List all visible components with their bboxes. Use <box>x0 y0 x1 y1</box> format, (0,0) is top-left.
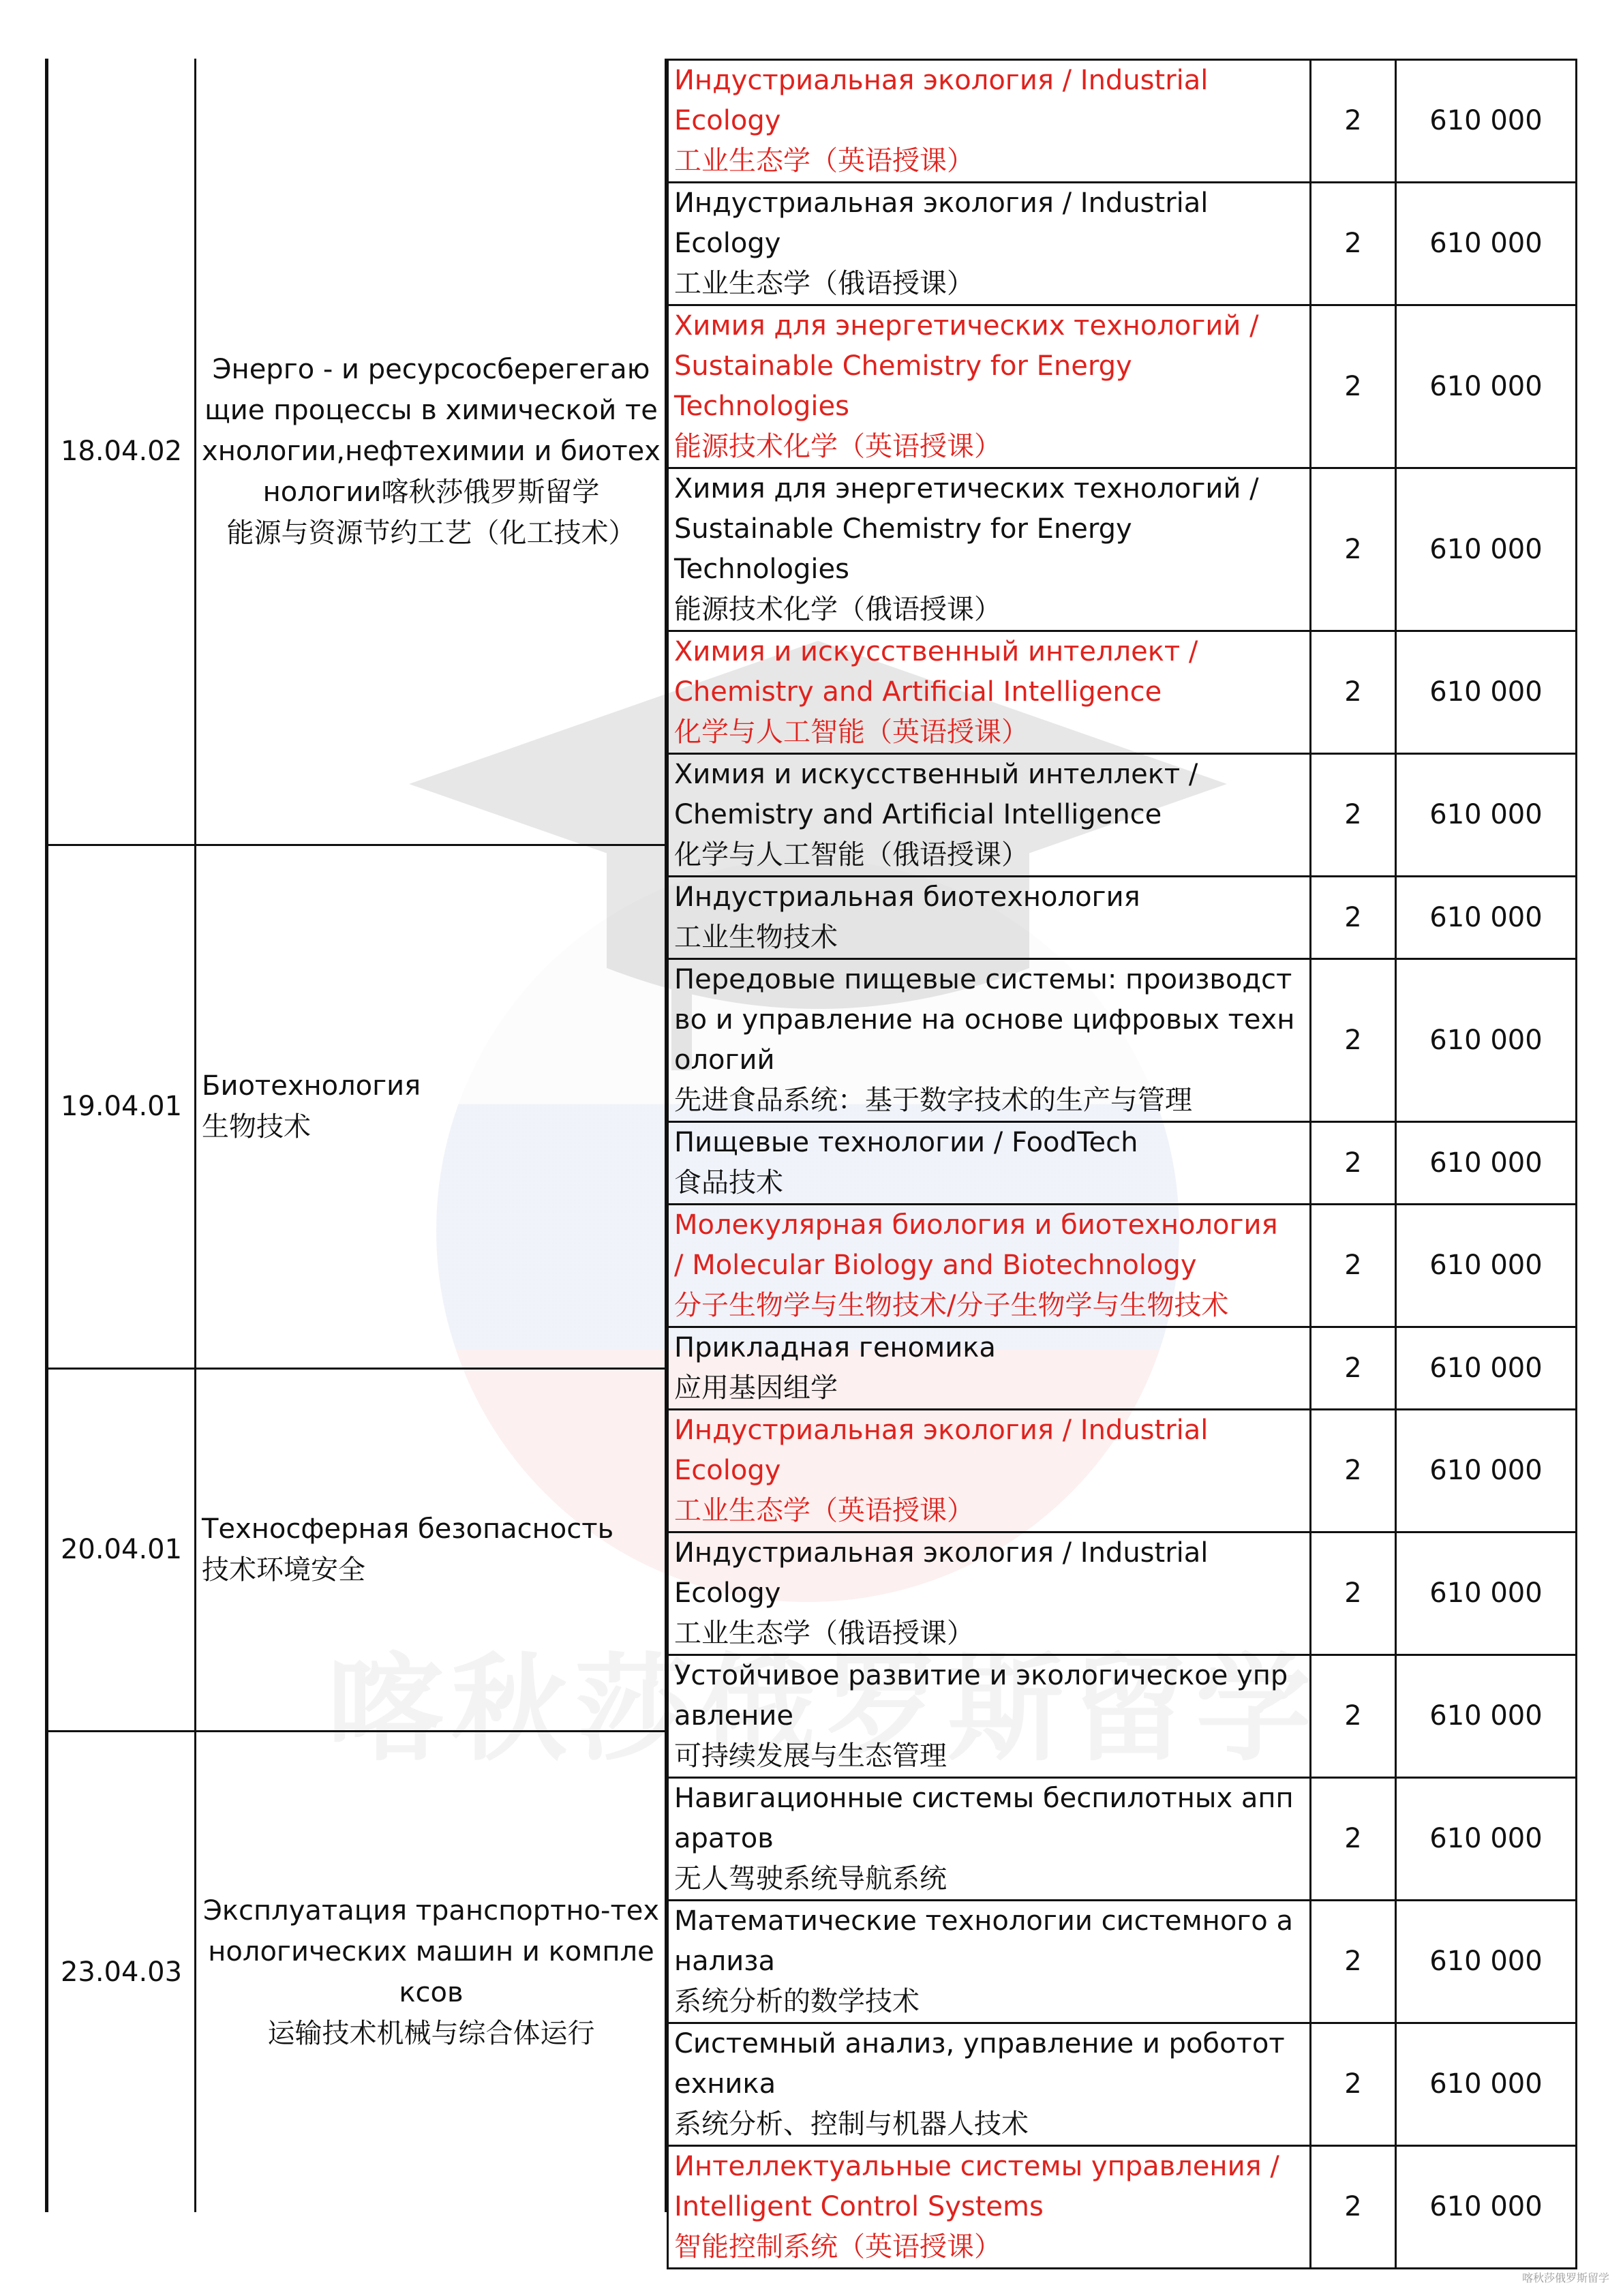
program-duration: 2 <box>1311 183 1396 305</box>
direction-code: 20.04.01 <box>47 1368 196 1731</box>
program-name: Химия для энергетических технологий / Sustainable Chemistry for Energy Technologies 能源技术化学（俄语授课） <box>668 468 1311 631</box>
direction-row <box>47 1731 666 2212</box>
program-duration: 2 <box>1311 754 1396 877</box>
program-table <box>667 59 1577 2269</box>
program-name: Устойчивое развитие и экологическое упр авление 可持续发展与生态管理 <box>668 1655 1311 1778</box>
program-duration: 2 <box>1311 1410 1396 1532</box>
direction-row <box>47 1368 666 1731</box>
program-price: 610 000 <box>1396 754 1577 877</box>
program-duration: 2 <box>1311 631 1396 754</box>
program-row <box>668 754 1577 877</box>
program-price: 610 000 <box>1396 877 1577 959</box>
direction-name-cell <box>196 1368 666 1731</box>
program-name: Системный анализ, управление и роботот ехника 系统分析、控制与机器人技术 <box>668 2023 1311 2146</box>
program-price: 610 000 <box>1396 1778 1577 1901</box>
program-name: Молекулярная биология и биотехнология / Molecular Biology and Biotechnology 分子生物学与生物技术/分子生物学与生物技术 <box>668 1205 1311 1327</box>
program-name: Индустриальная экология / Industrial Ecology 工业生态学（英语授课） <box>668 60 1311 183</box>
direction-table <box>45 59 667 2212</box>
program-duration: 2 <box>1311 468 1396 631</box>
program-name: Навигационные системы беспилотных апп аратов 无人驾驶系统导航系统 <box>668 1778 1311 1901</box>
direction-row <box>47 59 666 845</box>
program-price: 610 000 <box>1396 1410 1577 1532</box>
program-price: 610 000 <box>1396 1901 1577 2023</box>
program-name: Передовые пищевые системы: производст во и управление на основе цифровых техн ологий 先进食品系统：基于数字技术的生产与管理 <box>668 959 1311 1122</box>
program-price: 610 000 <box>1396 1205 1577 1327</box>
program-price: 610 000 <box>1396 1122 1577 1205</box>
program-name: Индустриальная биотехнология 工业生物技术 <box>668 877 1311 959</box>
program-row <box>668 1327 1577 1410</box>
program-duration: 2 <box>1311 305 1396 468</box>
direction-row <box>47 845 666 1368</box>
direction-name: Техносферная безопасность 技术环境安全 <box>202 1513 614 1586</box>
program-price: 610 000 <box>1396 1655 1577 1778</box>
program-name: Химия и искусственный интеллект / Chemistry and Artificial Intelligence 化学与人工智能（英语授课） <box>668 631 1311 754</box>
program-name: Индустриальная экология / Industrial Ecology 工业生态学（俄语授课） <box>668 1532 1311 1655</box>
program-duration: 2 <box>1311 877 1396 959</box>
program-duration: 2 <box>1311 60 1396 183</box>
program-row <box>668 183 1577 305</box>
program-row <box>668 2023 1577 2146</box>
program-row <box>668 1778 1577 1901</box>
program-duration: 2 <box>1311 1778 1396 1901</box>
program-duration: 2 <box>1311 1655 1396 1778</box>
program-name: Пищевые технологии / FoodTech 食品技术 <box>668 1122 1311 1205</box>
program-price: 610 000 <box>1396 959 1577 1122</box>
program-row <box>668 1655 1577 1778</box>
program-row <box>668 1410 1577 1532</box>
program-duration: 2 <box>1311 1122 1396 1205</box>
program-name: Химия и искусственный интеллект / Chemistry and Artificial Intelligence 化学与人工智能（俄语授课） <box>668 754 1311 877</box>
program-price: 610 000 <box>1396 1327 1577 1410</box>
direction-name: Энерго - и ресурсосберегегаю щие процессы в химической те хнологии,нефтехимии и биотех нологии喀秋莎俄罗斯留学 能源与资源节约工艺（化工技术） <box>202 353 661 549</box>
program-price: 610 000 <box>1396 60 1577 183</box>
program-duration: 2 <box>1311 2023 1396 2146</box>
direction-code: 19.04.01 <box>47 845 196 1368</box>
program-price: 610 000 <box>1396 468 1577 631</box>
program-row <box>668 959 1577 1122</box>
direction-name-cell <box>196 59 666 845</box>
direction-name-cell <box>196 1731 666 2212</box>
program-name: Математические технологии системного а нализа 系统分析的数学技术 <box>668 1901 1311 2023</box>
program-row <box>668 631 1577 754</box>
program-row <box>668 1122 1577 1205</box>
program-price: 610 000 <box>1396 2146 1577 2269</box>
program-name: Химия для энергетических технологий / Sustainable Chemistry for Energy Technologies 能源技术化学（英语授课） <box>668 305 1311 468</box>
program-price: 610 000 <box>1396 1532 1577 1655</box>
program-name: Индустриальная экология / Industrial Ecology 工业生态学（俄语授课） <box>668 183 1311 305</box>
program-name: Прикладная геномика 应用基因组学 <box>668 1327 1311 1410</box>
program-name: Индустриальная экология / Industrial Ecology 工业生态学（英语授课） <box>668 1410 1311 1532</box>
program-duration: 2 <box>1311 1532 1396 1655</box>
program-duration: 2 <box>1311 2146 1396 2269</box>
program-price: 610 000 <box>1396 2023 1577 2146</box>
direction-name-cell <box>196 845 666 1368</box>
program-row <box>668 305 1577 468</box>
direction-code: 18.04.02 <box>47 59 196 845</box>
program-duration: 2 <box>1311 1205 1396 1327</box>
direction-code: 23.04.03 <box>47 1731 196 2212</box>
program-row <box>668 60 1577 183</box>
program-row <box>668 1205 1577 1327</box>
program-duration: 2 <box>1311 1901 1396 2023</box>
direction-name: Биотехнология 生物技术 <box>202 1070 421 1143</box>
program-name: Интеллектуальные системы управления / Intelligent Control Systems 智能控制系统（英语授课） <box>668 2146 1311 2269</box>
program-row <box>668 2146 1577 2269</box>
program-price: 610 000 <box>1396 305 1577 468</box>
direction-name: Эксплуатация транспортно-тех нологических машин и компле ксов 运输技术机械与综合体运行 <box>202 1894 660 2049</box>
program-duration: 2 <box>1311 1327 1396 1410</box>
program-price: 610 000 <box>1396 183 1577 305</box>
footer-watermark: 喀秋莎俄罗斯留学 <box>1521 2271 1609 2284</box>
program-price: 610 000 <box>1396 631 1577 754</box>
program-row <box>668 877 1577 959</box>
program-row <box>668 468 1577 631</box>
program-duration: 2 <box>1311 959 1396 1122</box>
program-row <box>668 1532 1577 1655</box>
program-row <box>668 1901 1577 2023</box>
